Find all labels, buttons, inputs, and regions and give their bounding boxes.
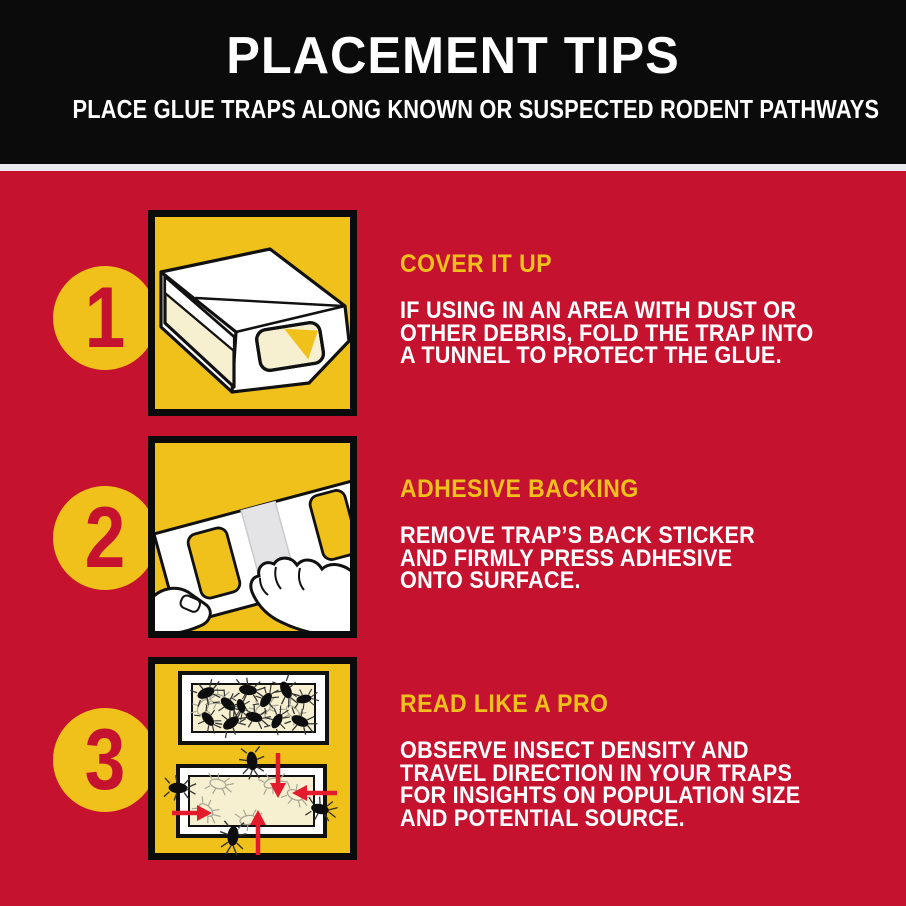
step-1-body-line: A TUNNEL TO PROTECT THE GLUE. [400,342,782,369]
step-2-body [400,522,868,594]
step-1-body-line: OTHER DEBRIS, FOLD THE TRAP INTO [400,319,814,347]
header-divider [0,164,906,171]
step-2-heading: ADHESIVE BACKING [400,475,639,503]
step-3-number-badge [53,708,157,812]
insect-density-traps-icon [148,657,357,860]
step-2-number: 2 [84,490,126,586]
adhesive-backing-illustration [148,436,357,638]
step-3-body-line: TRAVEL DIRECTION IN YOUR TRAPS [400,759,793,787]
page-title: PLACEMENT TIPS [226,27,680,85]
step-2-body-line: REMOVE TRAP’S BACK STICKER [400,522,756,549]
step-1-body-line: IF USING IN AN AREA WITH DUST OR [400,297,797,324]
step-2-number-badge [53,486,157,590]
tunnel-trap-illustration [148,210,357,416]
page-subtitle: PLACE GLUE TRAPS ALONG KNOWN OR SUSPECTED RODENT PATHWAYS [72,94,880,124]
step-2-body-line: ONTO SURFACE. [400,567,581,594]
trap-reading-illustration [148,657,357,860]
step-3-heading: READ LIKE A PRO [400,690,609,718]
step-1-body [400,297,868,369]
peeling-sticker-icon [148,436,357,638]
step-1-number-badge [53,266,157,370]
folded-tunnel-trap-icon [148,210,357,416]
step-3-body-line: OBSERVE INSECT DENSITY AND [400,737,749,764]
step-3-body-line: FOR INSIGHTS ON POPULATION SIZE [400,782,801,809]
step-1-number: 1 [84,270,126,366]
step-1-heading: COVER IT UP [400,250,553,278]
step-3-body [400,737,868,832]
step-3-body-line: AND POTENTIAL SOURCE. [400,804,685,832]
step-2-body-line: AND FIRMLY PRESS ADHESIVE [400,544,733,572]
step-3-number: 3 [84,712,126,808]
